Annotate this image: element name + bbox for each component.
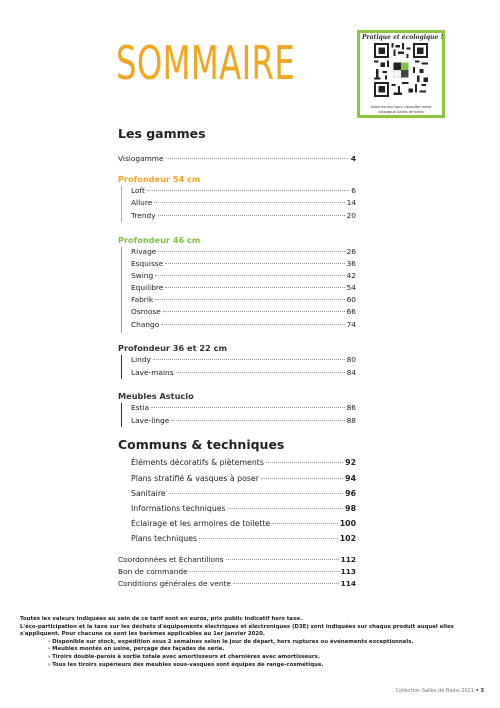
toc-entry-visiogamme[interactable]: Visiogamme 4 [118, 154, 356, 163]
toc-entry[interactable]: Éléments décoratifs & piètements 92 [131, 458, 356, 467]
toc-entry[interactable]: Estia 86 [131, 403, 356, 412]
leader-dots [166, 158, 349, 159]
group-title-p54: Profondeur 54 cm [118, 174, 201, 184]
toc-entry[interactable]: Lindy 80 [131, 355, 356, 364]
footer-bullet: › Meubles montés en usine, perçage des façades de série. [48, 646, 225, 653]
page-number: • 3 [475, 688, 484, 694]
toc-entry[interactable]: Fabrik 60 [131, 295, 356, 304]
toc-entry[interactable]: Swing 42 [131, 271, 356, 280]
group-title-p46: Profondeur 46 cm [118, 235, 201, 245]
toc-entry[interactable]: Éclairage et les armoires de toilette 100 [131, 519, 356, 528]
group-rule-p46 [121, 247, 122, 333]
group-title-p36: Profondeur 36 et 22 cm [118, 343, 228, 353]
toc-entry[interactable]: Allure 14 [131, 198, 356, 207]
toc-entry-annex[interactable]: Coordonnées et Échantillons 112 [118, 555, 356, 564]
qr-note: Scannez-moi pour consulter notre catalogue Salles de bains [370, 105, 432, 114]
footer-bullet: › Tous les tiroirs supérieurs des meubles sous-vasques sont équipés de range-cosmétique. [48, 661, 324, 668]
page-colophon [396, 688, 484, 694]
group-rule-p36 [121, 355, 122, 379]
toc-entry[interactable]: Trendy 20 [131, 211, 356, 220]
toc-entry[interactable]: Plans techniques 102 [131, 534, 356, 543]
toc-entry[interactable]: Equilibre 54 [131, 283, 356, 292]
footer-line: L'éco-participation et la taxe sur les déchets d'équipements électriques et électroniques (D3E) sont indiquées sur chaque produit auquel elles s'appliquent. Pour chacune ce sont les barèmes applicables au 1er janvier 2020. [20, 623, 454, 638]
toc-entry[interactable]: Lave-linge 88 [131, 416, 356, 425]
footer-notes [20, 616, 465, 669]
qr-caption: Pratique et écologique ! [362, 34, 444, 41]
toc-entry[interactable]: Plans stratifié & vasques à poser 94 [131, 474, 356, 483]
toc-entry[interactable]: Rivage 26 [131, 247, 356, 256]
page-title: SOMMAIRE [116, 36, 296, 90]
toc-entry-annex[interactable]: Conditions générales de vente 114 [118, 579, 356, 588]
section-heading-communs: Communs & techniques [118, 437, 285, 452]
toc-entry[interactable]: Sanitaire 96 [131, 489, 356, 498]
group-rule-astucio [121, 403, 122, 427]
footer-bullet: › Tiroirs double-parois à sortie totale avec amortisseurs et charnières avec amortisseurs. [48, 653, 320, 660]
group-rule-p54 [121, 186, 122, 222]
toc-entry[interactable]: Informations techniques 98 [131, 504, 356, 513]
group-title-astucio: Meubles Astucio [118, 391, 194, 401]
qr-panel [357, 30, 445, 118]
colophon-text: Collection Salles de Bains 2021 [395, 688, 474, 694]
toc-entry-annex[interactable]: Bon de commande 113 [118, 567, 356, 576]
toc-entry[interactable]: Osmose 66 [131, 307, 356, 316]
section-heading-gammes: Les gammes [118, 126, 206, 141]
qr-code-icon[interactable] [374, 43, 428, 97]
toc-entry[interactable]: Loft 6 [131, 186, 356, 195]
footer-bullet: › Disponible sur stock, expédition sous 2 semaines selon le jour de départ, hors ruptures ou événements exceptionnels. [48, 638, 414, 645]
toc-entry[interactable]: Lave-mains 84 [131, 368, 356, 377]
toc-entry[interactable]: Esquisse 36 [131, 259, 356, 268]
footer-line: Toutes les valeurs indiquées au sein de ce tarif sont en euros, prix public indicatif hors taxe. [20, 616, 303, 622]
toc-entry[interactable]: Chango 74 [131, 320, 356, 329]
